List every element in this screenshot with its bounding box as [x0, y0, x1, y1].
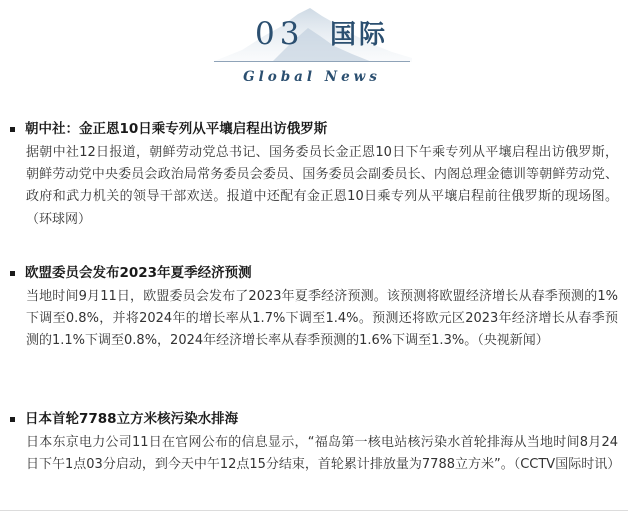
news-title-text: 朝中社：金正恩10日乘专列从平壤启程出访俄罗斯	[25, 121, 328, 137]
header-divider	[214, 61, 410, 62]
section-number: 03	[255, 16, 305, 52]
news-body: 据朝中社12日报道，朝鲜劳动党总书记、国务委员长金正恩10日下午乘专列从平壤启程出访俄罗斯，朝鲜劳动党中央委员会政治局常务委员会委员、国务委员会副委员长、内阁总理金德训等朝鲜劳动党、政府和武力机关的领导干部欢送。报道中还配有金正恩10日乘专列从平壤启程前往俄罗斯的现场图。（环球网）	[26, 145, 618, 227]
news-title-text: 欧盟委员会发布2023年夏季经济预测	[25, 265, 252, 281]
section-header	[0, 0, 628, 100]
news-title[interactable]	[10, 262, 252, 284]
bullet-icon	[10, 271, 15, 276]
news-body: 日本东京电力公司11日在官网公布的信息显示，“福岛第一核电站核污染水首轮排海从当地时间8月24日下午1点03分启动，到今天中午12点15分结束，首轮累计排放量为7788立方米”。（CCTV国际时讯）	[26, 435, 621, 473]
news-body: 当地时间9月11日，欧盟委员会发布了2023年夏季经济预测。该预测将欧盟经济增长从春季预测的1%下调至0.8%，并将2024年的增长率从1.7%下调至1.4%。预测还将欧元区2023年经济增长从春季预测的1.1%下调至0.8%，2024年经济增长率从春季预测的1.6%下调至1.3%。（央视新闻）	[26, 289, 618, 349]
news-title[interactable]	[10, 118, 327, 140]
bullet-icon	[10, 127, 15, 132]
section-subtitle: Global News	[243, 69, 381, 85]
section-title: 国际	[330, 20, 389, 50]
news-title-text: 日本首轮7788立方米核污染水排海	[25, 411, 239, 427]
news-title[interactable]	[10, 408, 238, 430]
bullet-icon	[10, 417, 15, 422]
bottom-divider	[0, 510, 628, 511]
